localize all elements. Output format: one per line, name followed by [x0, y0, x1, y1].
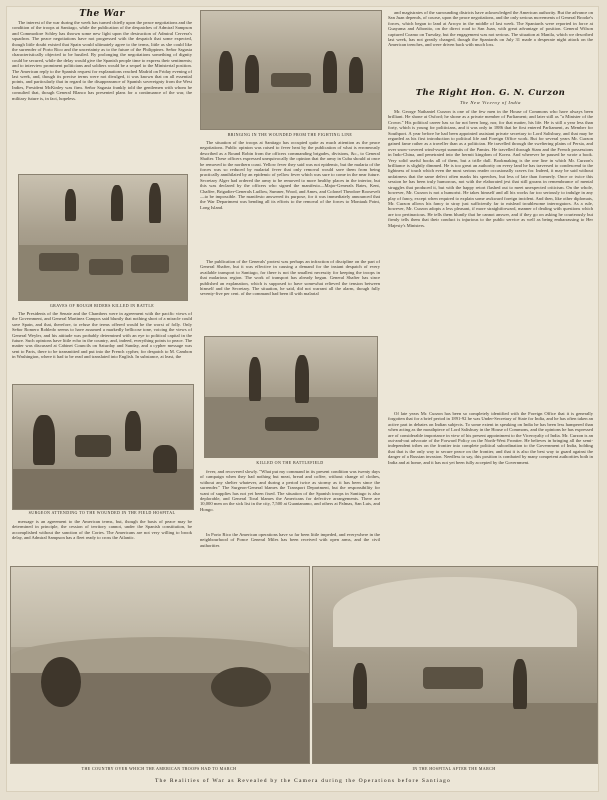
curzon-text-2 — [388, 411, 593, 561]
country-march-photo — [10, 566, 310, 764]
country-march-caption: THE COUNTRY OVER WHICH THE AMERICAN TROOPS HAD TO MARCH — [81, 766, 237, 771]
killed-battlefield-caption: KILLED ON THE BATTLEFIELD — [256, 460, 324, 465]
war-column2-text — [200, 140, 380, 258]
curzon-paragraph-1: Mr. George Nathaniel Curzon is one of the few men in the House of Commons who have always been brilliant. He shone at Oxford; he shone as a private member of Parliament; and later still as "a Minister of the Crown." His political career has so far not been long, nor, for that matter, his life. He is still a year less than forty, which is young for politicians, and it was only in 1886 that he first entered Parliament, as Member for Southport. A year before he had been appointed assistant private secretary to Lord Salisbury, and that may be regarded as his first introduction to political life and Foreign Office work. But for several years Mr. Curzon gained fame rather as a traveller than as a politician. He travelled through the sweltering plains of Persia, and over snow-covered wind-swept summits of the Pamirs. He travelled through Siam and the French possessions in Indo-China, and penetrated into the hermit kingdom of Korea. And wherever he paused he wrote a book. Very solid useful books all of them, but a trifle dull. Bookmaking is the one line in which Mr. Curzon's brilliance is slightly dimmed. He is too great an authority on every land he has traversed to condescend to the lightness of touch which even the most serious reader occasionally craves for. Indeed, it may be said without unfairness that the same defect often marks his speeches, but less of late than formerly. Once or twice this session he has been truly humorous, not with the elaborated jest that still groans in remembrance of mental struggles that produced it, but with the happy retort flashed out to meet unexpected criticism. On the whole, however, Mr. Curzon is not a humorist. He takes himself and all his works far too seriously to indulge in any play of fancy, except when required to explain some awkward foreign incident. And then, like other diplomats, Mr. Curzon allows his fancy to stray just sufficiently far to mislead troublesome interrogators. As a rule, however, Mr. Curzon adopts a less pleasant, if more straightforward, manner of dealing with questions which are too pertinacious. He tells them bluntly that he cannot answer, and if they go on asking he courteously but firmly tells them that their conduct is injurious to the public service as well as being embarrassing to Her Majesty's Ministers. — [388, 109, 593, 228]
war-column2b-text — [200, 259, 380, 335]
killed-battlefield-photo — [204, 336, 378, 458]
war-paragraph-5: The publication of the Generals' protest was perhaps an infraction of discipline on the part of General Shafter, but it was effective in causing a demand for the instant despatch of every available transport to Santiago, for there is not the smallest necessity for keeping the troops in that malarious region. The work of transport has already begun. General Shafter has since published an explanation, which is supposed to have somewhat relieved the tension between himself and the Secretary. The situation, he said, did not warrant all the alarm, though fully seventy-five per cent. of the command had been ill with malarial — [200, 259, 380, 297]
wounded-fighting-line-caption: BRINGING IN THE WOUNDED FROM THE FIGHTING LINE — [227, 132, 353, 137]
war-paragraph-1: The interest of the war during the week has turned chiefly upon the peace negotiations and the condition of the troops at Santiago, while the publication of the despatches of Admiral Sampson and Commodore Schley has thrown some new light upon the destruction of Admiral Cervera's squadron. The peace negotiations have not progressed with the despatch that some expected, though little doubt existed that Spain would ultimately agree to the terms, little as she could like the surrender of Porto Rico and the uncertainty as to the future of the Philippines. Señor Sagasta characteristically objected to be hustled. By prolonging the negotiations something of dignity could be secured, while the delay would give the Spanish people time to express their sentiments; and to interview prominent politicians and soldiers would be a sequel to the Ministerial position. The American reply to the Spanish request for explanations reached Madrid on Friday evening of last week, and, though its precise terms were not divulged, it was known that on all essential points, and particularly that in regard to the disappearance of Spanish sovereignty from the West Indies, President McKinley was firm. Señor Sagasta frankly told the gentlemen with whom he consulted that, though General Blanco has presented plans for a continuance of the war, the military future is, in fact, hopeless. — [12, 20, 192, 101]
curzon-heading: The Right Hon. G. N. Curzon — [415, 88, 566, 98]
graves-caption: GRAVES OF ROUGH RIDERS KILLED IN BATTLE — [49, 303, 155, 308]
wounded-fighting-line-photo — [200, 10, 382, 130]
newspaper-page — [6, 6, 599, 792]
war-paragraph-4: The situation of the troops at Santiago has occupied quite as much attention as the peace negotiations. Public opinion was raised to fever heat by the publication of what is erroneously described as a Round Robin from the officers commanding brigades, divisions, &c., to General Shafter. These officers expressed unequivocally the opinion that the army in Cuba should at once be removed to the northern coast. Yellow fever they said was not epidemic, but the malaria of the forces was so reduced by malarial fever that only removal would save them from being practically annihilated by an epidemic of yellow fever which was sure to come in the near future. Secretary Alger had ordered the army to be removed to more healthy places in the interior, but this was declared by the officers who signed the manifesto—Major-Generals Bates, Kent, Chaffee, Brigadier-Generals Ludlow, Sumner, Wood, and Ames, and Colonel Theodore Roosevelt—to be impossible. The manifesto answered its purpose, for it was immediately announced that the War Department was bending all its efforts to the removal of the forces to Montauk Point, Long Island. — [200, 140, 380, 210]
surgeon-caption: SURGEON ATTENDING TO THE WOUNDED IN THE FIELD HOSPITAL — [28, 510, 176, 515]
war-column3-text — [388, 10, 593, 86]
page-footer-title: The Realities of War as Revealed by the Camera during the Operations before Santiago — [154, 778, 452, 784]
curzon-paragraph-2: Of late years Mr. Curzon has been so completely identified with the Foreign Office that it is generally forgotten that for a brief period in 1891-92 he was Under-Secretary of State for India, and he has often taken an active part in debates on Indian subjects. To some extent in speaking on India he has been less hampered than when acting as the mouthpiece of Lord Salisbury in the House of Commons, and the opinions he has expressed are of considerable importance in view of his present appointment to the Viceroyalty of India. Mr. Curzon is an out-and-out advocate of the Forward Policy on the North-West Frontier. He believes in bringing all the semi-independent tribes on the frontier into complete political subordination to the Government of India, holding that that is the only way to secure peace on the frontier, and that it is also the best way to guard against the danger of a Russian invasion. Needless to say, this position is combated by many competent authorities both in India and at home, and it has not yet been fully accepted by the Government. — [388, 411, 593, 465]
surgeon-photo — [12, 384, 194, 510]
war-paragraph-3: message is an agreement to the American terms, but, though the basis of peace may be determined in principle, the cession of territory cannot, under the Spanish constitution, be accomplished without the sanction of the Cortes. The Americans are not very willing to brook delay, and Admiral Sampson has a fleet ready to cross the Atlantic. — [12, 519, 192, 541]
war-column2d-text — [200, 532, 380, 560]
war-paragraph-2: The Presidents of the Senate and the Chambers were in agreement with the pacific views of the Government, and General Martinez Campos said bluntly that nothing short of a miracle could save Spain, and that, therefore, to refuse the terms offered would be the worst of folly. Only Señor Romero Robledo seems to have assumed a markedly bellicose tone, voicing the views of General Weyler, and his attitude was probably determined with an eye to political capital in the future. Such opinions have little echo in the country, and, indeed, everything points to peace. The matter was discussed at Cabinet Councils on Saturday and Sunday, and a cypher message was sent to Paris, there to be transmitted and put into the French cypher, for despatch to M. Cambon in Washington, where it had to be read and translated into English. In substance, at least, the — [12, 311, 192, 360]
graves-photo — [18, 174, 188, 301]
war-paragraph-8: and magistrates of the surrounding districts have acknowledged the American authority. But the advance on San Juan depends, of course, upon the peace negotiations, and the only serious movements of General Brooke's forces, which began to land at Arroyo in the middle of last week. The Spaniards were reported in force at Guayama and Aibonito, on the direct road to San Juan, with great advantage of position. General Wilson captured Coamo on Tuesday, but the engagement was not serious. The situation at Manila, which we described last week, has not greatly changed, though the Spaniards on July 31 made a desperate night attack on the American trenches, and were driven back with much loss. — [388, 10, 593, 48]
curzon-subtitle: The New Viceroy of India — [459, 100, 522, 105]
war-column1c-text — [12, 519, 192, 567]
war-paragraph-7: In Porto Rico the American operations have so far been little impeded, and everywhere in the neighbourhood of Ponce General Miles has been received with open arms, and the civil authorities — [200, 532, 380, 548]
war-column1b-text — [12, 311, 192, 383]
war-heading: The War — [79, 9, 125, 19]
war-column2c-text — [200, 469, 380, 531]
curzon-text — [388, 109, 593, 409]
war-paragraph-6: fever, and recovered slowly. "What put my command in its present condition was twenty days of campaign when they had nothing but meat, bread and coffee, without change of clothes, without any shelter whatever, and during a period twice as stormy as it has been since the surrender." The Surgeon-General blames the Transport Department, but the responsibility for want of supplies has not yet been fixed. The situation of the Spanish troops in Santiago is also deplorable, and General Toral blames the Americans for defective arrangements. There are 10,000 men on the sick list in the city, 7,500 at Guantanamo, and others at Palmas, San Luis, and Hongo. — [200, 469, 380, 512]
war-column1-text — [12, 20, 192, 172]
hospital-march-caption: IN THE HOSPITAL AFTER THE MARCH — [412, 766, 496, 771]
hospital-march-photo — [312, 566, 598, 764]
